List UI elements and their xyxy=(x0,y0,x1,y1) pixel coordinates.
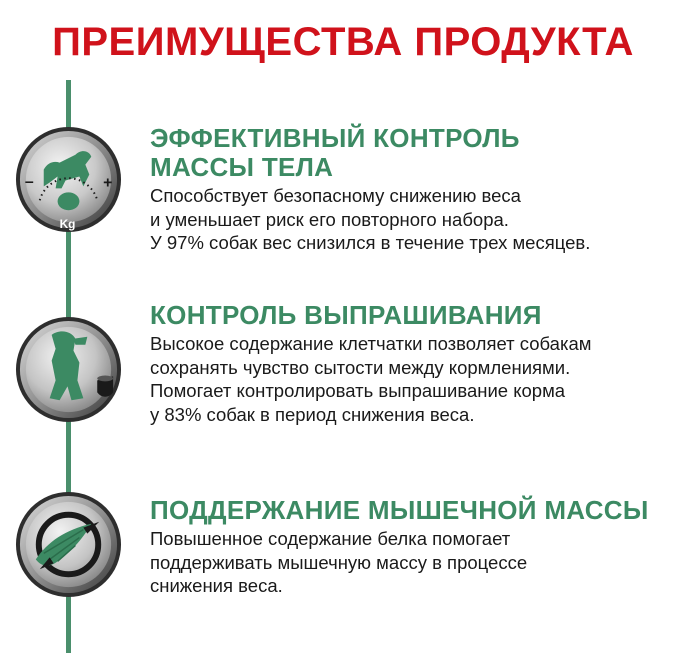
kg-label: Kg xyxy=(59,217,76,232)
benefit-text-line: Высокое содержание клетчатки позволяет собакам xyxy=(150,333,592,354)
benefit-text-line: сохранять чувство сытости между кормлениями. xyxy=(150,356,571,378)
benefit-description xyxy=(150,184,680,255)
plus-sign: + xyxy=(103,174,113,192)
minus-sign: – xyxy=(24,173,34,191)
benefit-text-line: и уменьшает риск его повторного набора. xyxy=(150,208,509,230)
benefit-heading xyxy=(150,301,680,330)
benefit-text-line: У 97% собак вес снизился в течение трех месяцев. xyxy=(150,232,591,253)
begging-dog-bowl-icon xyxy=(14,315,123,424)
weight-control-dog-scale-icon xyxy=(14,125,123,234)
benefit-text-line: Повышенное содержание белка помогает xyxy=(150,528,511,549)
benefit-text-line: снижения веса. xyxy=(150,575,283,596)
benefit-text-line: поддерживать мышечную массу в процессе xyxy=(150,551,528,573)
benefit-heading xyxy=(150,124,680,182)
benefit-heading-line: ЭФФЕКТИВНЫЙ КОНТРОЛЬ xyxy=(150,123,520,153)
benefit-text-line: у 83% собак в период снижения веса. xyxy=(150,403,475,425)
benefit-description xyxy=(150,527,680,598)
benefit-heading-line: ПОДДЕРЖАНИЕ МЫШЕЧНОЙ МАССЫ xyxy=(150,495,649,525)
benefit-description xyxy=(150,332,680,426)
page-title: ПРЕИМУЩЕСТВА ПРОДУКТА xyxy=(52,20,634,64)
benefit-begging-control xyxy=(150,301,680,426)
benefit-weight-control xyxy=(150,124,680,255)
benefit-heading xyxy=(150,496,680,525)
benefit-heading-line: МАССЫ ТЕЛА xyxy=(150,152,334,182)
muscle-mass-icon xyxy=(14,490,123,599)
benefit-text-line: Способствует безопасному снижению веса xyxy=(150,185,521,206)
benefit-heading-line: КОНТРОЛЬ ВЫПРАШИВАНИЯ xyxy=(150,300,542,330)
benefit-muscle-mass xyxy=(150,496,680,598)
benefit-text-line: Помогает контролировать выпрашивание корма xyxy=(150,380,566,401)
